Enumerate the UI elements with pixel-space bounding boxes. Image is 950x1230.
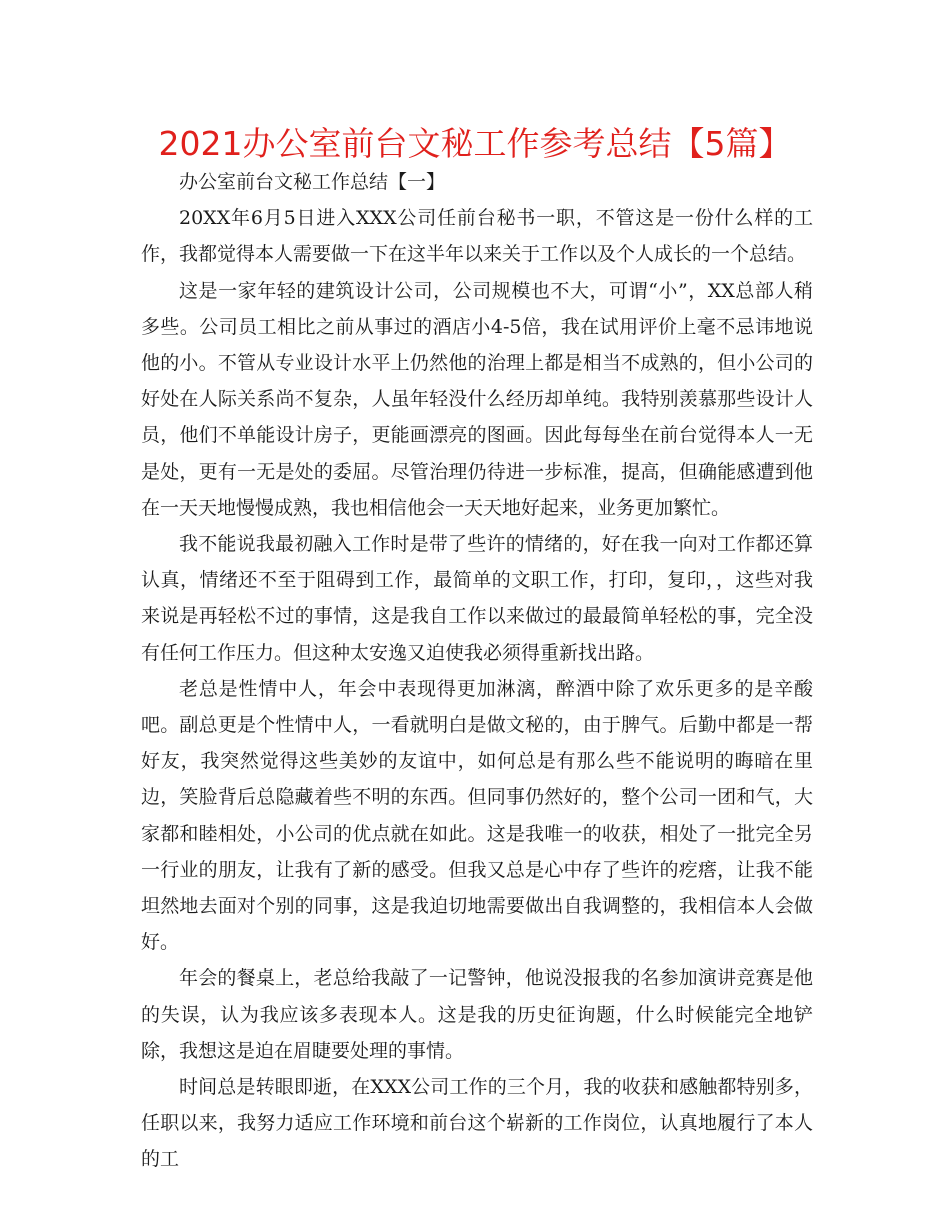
document-body bbox=[141, 164, 813, 1178]
paragraph-3: 我不能说我最初融入工作时是带了些许的情绪的，好在我一向对工作都还算认真，情绪还不至于阻碍到工作，最简单的文职工作，打印，复印，，这些对我来说是再轻松不过的事情，这是我自工作以来做过的最最简单轻松的事，完全没有任何工作压力。但这种太安逸又迫使我必须得重新找出路。 bbox=[141, 533, 813, 664]
paragraph-6: 时间总是转眼即逝，在XXX公司工作的三个月，我的收获和感触都特别多，任职以来，我努力适应工作环境和前台这个崭新的工作岗位，认真地履行了本人的工 bbox=[141, 1076, 813, 1171]
paragraph-4: 老总是性情中人，年会中表现得更加淋漓，醉酒中除了欢乐更多的是辛酸吧。副总更是个性情中人，一看就明白是做文秘的，由于脾气。后勤中都是一帮好友，我突然觉得这些美妙的友谊中，如何总是有那么些不能说明的晦暗在里边，笑脸背后总隐藏着些不明的东西。但同事仍然好的，整个公司一团和气，大家都和睦相处，小公司的优点就在如此。这是我唯一的收获，相处了一批完全另一行业的朋友，让我有了新的感受。但我又总是心中存了些许的疙瘩，让我不能坦然地去面对个别的同事，这是我迫切地需要做出自我调整的，我相信本人会做好。 bbox=[141, 677, 813, 954]
document-title: 2021办公室前台文秘工作参考总结【5篇】 bbox=[158, 124, 792, 163]
paragraph-2: 这是一家年轻的建筑设计公司，公司规模也不大，可谓“小”，XX总部人稍多些。公司员工相比之前从事过的酒店小4-5倍，我在试用评价上毫不忌讳地说他的小。不管从专业设计水平上仍然他的治理上都是相当不成熟的，但小公司的好处在人际关系尚不复杂，人虽年轻没什么经历却单纯。我特别羡慕那些设计人员，他们不单能设计房子，更能画漂亮的图画。因此每每坐在前台觉得本人一无是处，更有一无是处的委屈。尽管治理仍待进一步标准，提高，但确能感遭到他在一天天地慢慢成熟，我也相信他会一天天地好起来，业务更加繁忙。 bbox=[141, 279, 813, 519]
section-heading: 办公室前台文秘工作总结【一】 bbox=[179, 171, 446, 193]
paragraph-5: 年会的餐桌上，老总给我敲了一记警钟，他说没报我的名参加演讲竞赛是他的失误，认为我应该多表现本人。这是我的历史征询题，什么时候能完全地铲除，我想这是迫在眉睫要处理的事情。 bbox=[141, 967, 813, 1062]
paragraph-1: 20XX年6月5日进入XXX公司任前台秘书一职，不管这是一份什么样的工作，我都觉得本人需要做一下在这半年以来关于工作以及个人成长的一个总结。 bbox=[141, 207, 813, 266]
